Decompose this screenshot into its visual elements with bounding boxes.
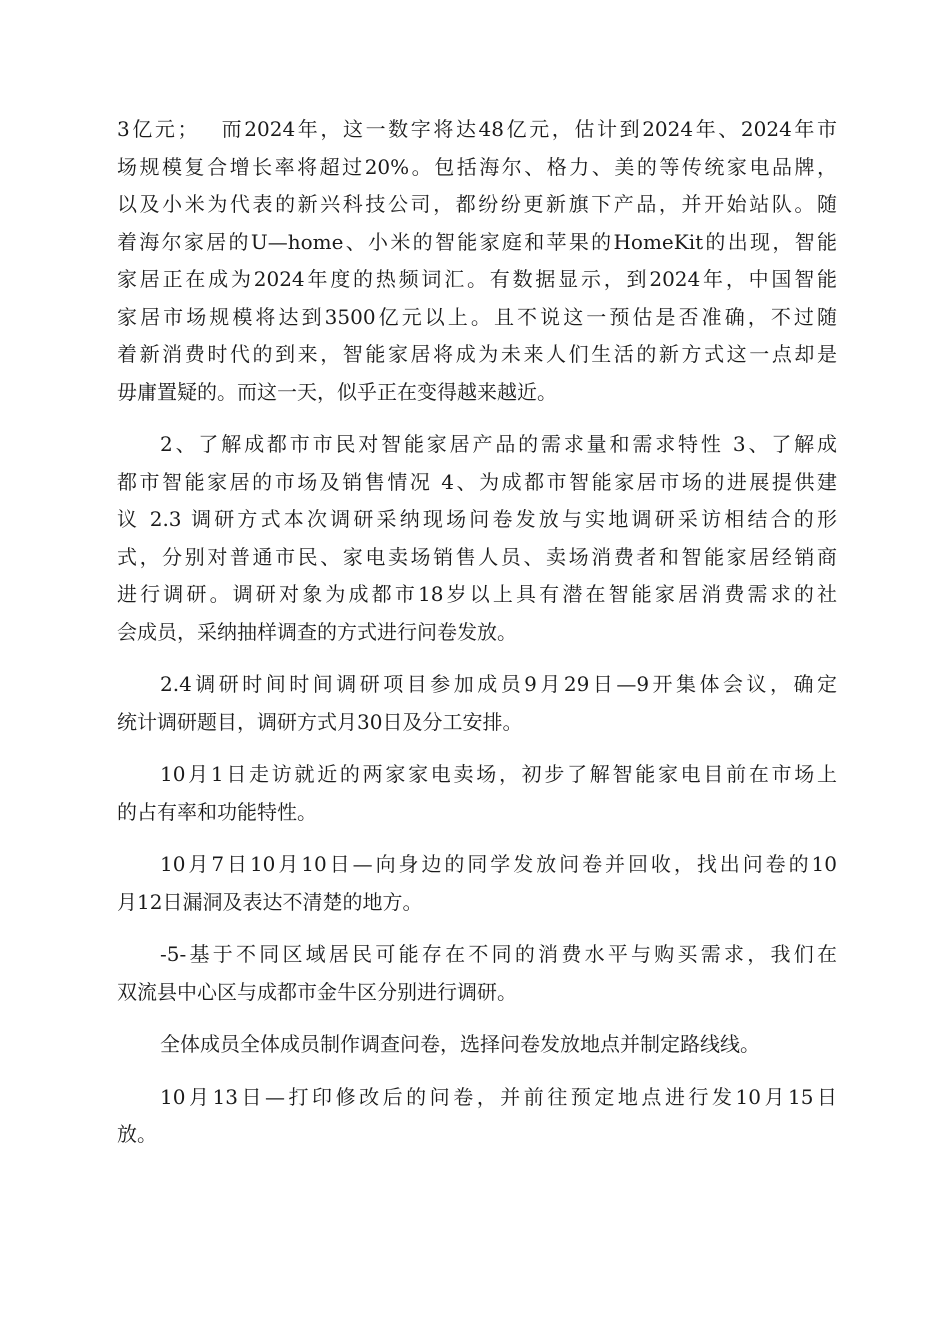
paragraph-oct-7 [117, 846, 837, 921]
text-line: 2.4调研时间时间调研项目参加成员9月29日—9开集体会议，确定 [160, 672, 837, 696]
text-line: 10月7日10月10日—向身边的同学发放问卷并回收，找出问卷的10 [160, 852, 837, 876]
text-line: 10月13日—打印修改后的问卷，并前往预定地点进行发10月15日 [160, 1084, 837, 1109]
text-line: 统计调研题目，调研方式月30日及分工安排。 [117, 709, 523, 734]
text-line: 会成员，采纳抽样调查的方式进行问卷发放。 [117, 619, 517, 644]
text-line: 2、了解成都市市民对智能家居产品的需求量和需求特性 3、了解成 [160, 432, 837, 456]
text-line: 毋庸置疑的。而这一天，似乎正在变得越来越近。 [117, 379, 557, 404]
text-line: 都市智能家居的市场及销售情况 4、为成都市智能家居市场的进展提供建 [117, 469, 837, 494]
text-line: 3亿元； 而2024年，这一数字将达48亿元，估计到2024年、2024年市 [117, 117, 837, 141]
paragraph-market-overview [117, 111, 837, 411]
text-line: 议 2.3 调研方式本次调研采纳现场问卷发放与实地调研采访相结合的形 [117, 507, 837, 531]
text-line: 式，分别对普通市民、家电卖场销售人员、卖场消费者和智能家居经销商 [117, 544, 837, 569]
text-line: 着新消费时代的到来，智能家居将成为未来人们生活的新方式这一点却是 [117, 342, 837, 366]
paragraph-regions [117, 936, 837, 1011]
text-line: 的占有率和功能特性。 [117, 799, 317, 824]
text-line: 月12日漏洞及表达不清楚的地方。 [117, 889, 423, 914]
text-line: 以及小米为代表的新兴科技公司，都纷纷更新旗下产品，并开始站队。随 [117, 192, 837, 216]
text-line: 场规模复合增长率将超过20%。包括海尔、格力、美的等传统家电品牌， [117, 154, 837, 179]
paragraph-research-schedule [117, 666, 837, 741]
text-line: -5-基于不同区域居民可能存在不同的消费水平与购买需求，我们在 [160, 942, 837, 966]
paragraph-oct-1 [117, 756, 837, 831]
text-line: 家居市场规模将达到3500亿元以上。且不说这一预估是否准确，不过随 [117, 304, 837, 329]
text-line: 双流县中心区与成都市金牛区分别进行调研。 [117, 979, 517, 1004]
text-line: 进行调研。调研对象为成都市18岁以上具有潜在智能家居消费需求的社 [117, 582, 837, 606]
text-line: 10月1日走访就近的两家家电卖场，初步了解智能家电目前在市场上 [160, 762, 837, 786]
text-line: 放。 [117, 1122, 157, 1146]
document-body [117, 111, 837, 1169]
paragraph-questionnaire [117, 1026, 837, 1064]
text-line: 着海尔家居的U—home、小米的智能家庭和苹果的HomeKit的出现，智能 [117, 229, 837, 254]
paragraph-oct-13 [117, 1079, 837, 1154]
text-line: 全体成员全体成员制作调查问卷，选择问卷发放地点并制定路线线。 [160, 1032, 760, 1056]
text-line: 家居正在成为2024年度的热频词汇。有数据显示，到2024年，中国智能 [117, 267, 837, 291]
paragraph-research-goals [117, 426, 837, 651]
